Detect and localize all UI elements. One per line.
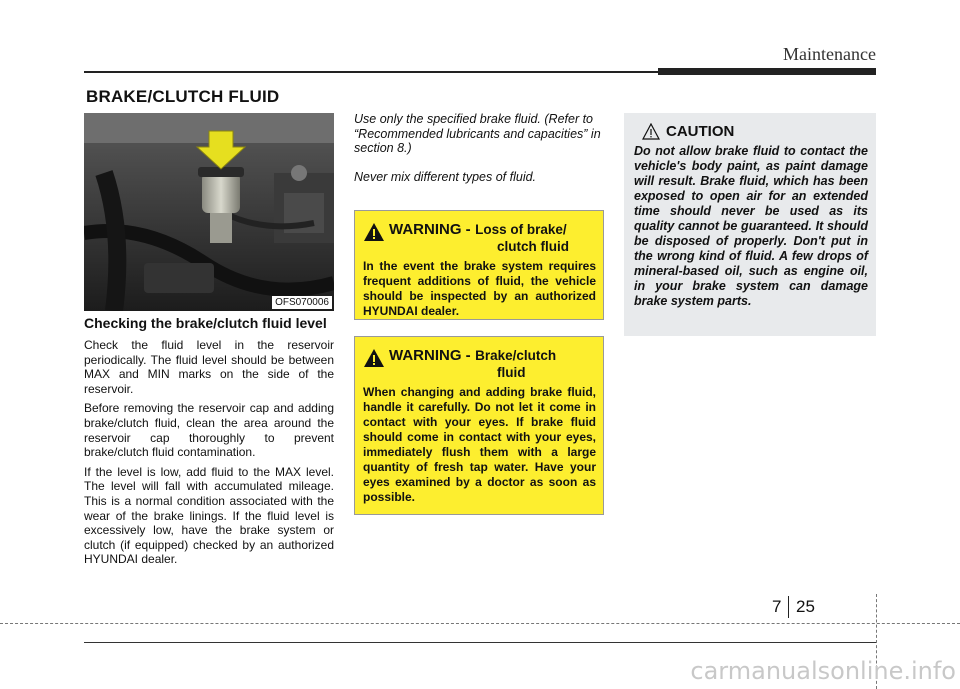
footer-rule [84, 642, 876, 643]
checking-heading: Checking the brake/clutch fluid level [84, 315, 327, 331]
footer-dashed-line [0, 623, 960, 624]
chapter-number: 7 [772, 597, 782, 616]
checking-paragraph-2: Before removing the reservoir cap and adding brake/clutch fluid, clean the area around the reservoir cap thoroughly to prevent brake/clutch fluid contamination. [84, 401, 334, 460]
page-number: 25 [796, 597, 815, 616]
caution-body: Do not allow brake fluid to contact the vehicle's body paint, as paint damage will result. Brake fluid, which has been exposed to open air for an extended time should never be used as its quality cannot be guaranteed. It should be disposed of properly. Don't put in the wrong kind of fluid. A few drops of mineral-based oil, such as engine oil, in your brake system can damage brake system parts. [634, 144, 868, 308]
caution-box [624, 113, 876, 336]
specified-fluid-note: Use only the specified brake fluid. (Refer to “Recommended lubricants and capacities” in section 8.) [354, 112, 601, 156]
engine-photo [84, 113, 334, 311]
warning-subtitle: Loss of brake/ [475, 222, 567, 237]
warning-subtitle: Brake/clutch [475, 348, 557, 363]
caution-heading [642, 123, 868, 140]
warning-subtitle-line-2: fluid [497, 365, 526, 380]
page-number-divider [788, 596, 789, 618]
header-title: Maintenance [783, 44, 876, 64]
caution-label: CAUTION [666, 123, 735, 140]
watermark: carmanualsonline.info [690, 657, 956, 685]
warning-heading [363, 221, 596, 255]
header-rule [84, 71, 658, 73]
checking-paragraph-1: Check the fluid level in the reservoir periodically. The fluid level should be between MAX and MIN marks on the side of the reservoir. [84, 338, 334, 396]
warning-body: When changing and adding brake fluid, handle it carefully. Do not let it come in contact with your eyes. If brake fluid should come in contact with your eyes, immediately flush them with a large quantity of fresh tap water. Have your eyes examined by a doctor as soon as possible. [363, 385, 596, 504]
warning-triangle-icon [363, 222, 385, 242]
header-rule-thick [658, 68, 876, 75]
checking-paragraph-3: If the level is low, add fluid to the MAX level. The level will fall with accumulated mileage. This is a normal condition associated with the wear of the brake linings. If the fluid level is excessively low, have the brake system or clutch (if equipped) checked by an authorized HYUNDAI dealer. [84, 464, 334, 567]
warning-label: WARNING - [389, 221, 471, 238]
warning-triangle-icon [363, 348, 385, 368]
notes-section [354, 112, 606, 198]
caution-triangle-icon [642, 123, 660, 140]
warning-box-brake-fluid [354, 336, 604, 515]
warning-label: WARNING - [389, 347, 471, 364]
section-title: BRAKE/CLUTCH FLUID [86, 87, 280, 106]
warning-box-loss-of-fluid [354, 210, 604, 320]
warning-subtitle-line-2: clutch fluid [497, 239, 569, 254]
never-mix-note: Never mix different types of fluid. [354, 169, 537, 184]
warning-heading [363, 347, 596, 381]
checking-section [84, 316, 334, 572]
warning-body: In the event the brake system requires frequent additions of fluid, the vehicle should be inspected by an authorized HYUNDAI dealer. [363, 259, 596, 318]
figure-code: OFS070006 [272, 296, 332, 309]
